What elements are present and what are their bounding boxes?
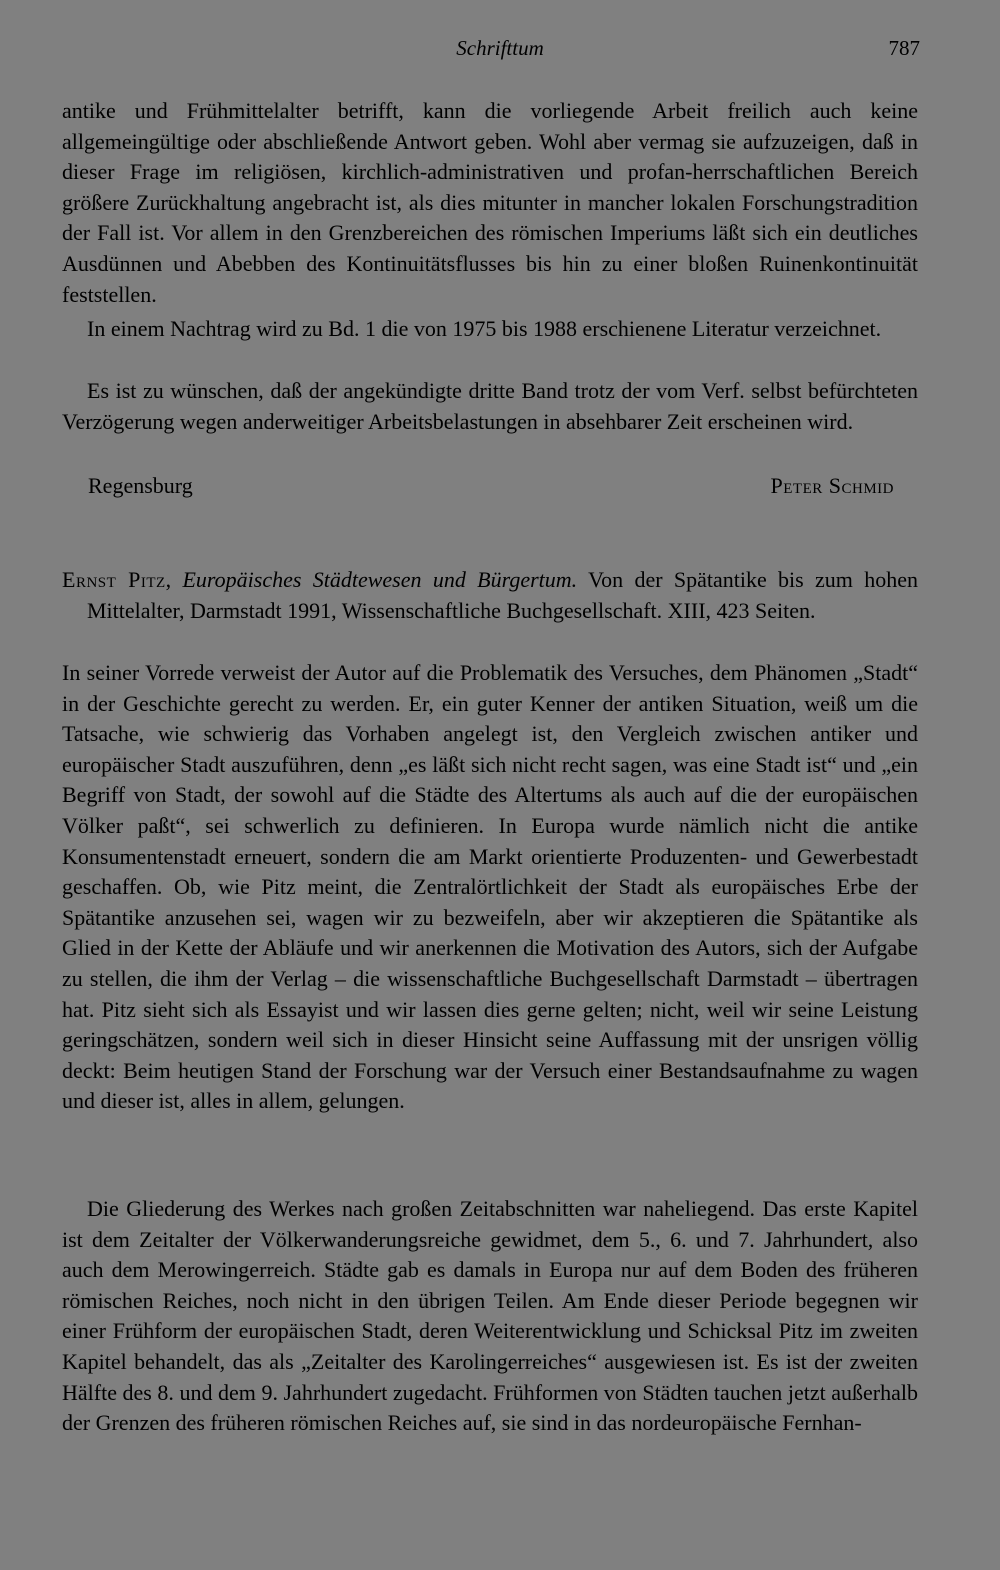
review-place: Regensburg xyxy=(88,473,193,498)
review1-paragraph-1: antike und Frühmittelalter betrifft, kann die vorliegende Arbeit freilich auch keine allgemeingültige oder abschließende Antwort geben. Wohl aber vermag sie aufzuzeigen, daß in dieser Frage im religiösen, kirchlich-administrativen und profan-herrschaftlichen Bereich größere Zurückhaltung angebracht ist, als dies mitunter in mancher lokalen Forschungstradition der Fall ist. Vor allem in den Grenzbereichen des römischen Imperiums läßt sich ein deutliches Ausdünnen und Abebben des Kontinuitätsflusses bis hin zu einer bloßen Ruinenkontinuität feststellen. xyxy=(62,98,918,307)
running-title: Schrifttum xyxy=(456,36,544,60)
reviewer-name: Peter Schmid xyxy=(770,473,894,498)
review1-paragraph-3: Es ist zu wünschen, daß der angekündigte dritte Band trotz der vom Verf. selbst befürchteten Verzögerung wegen anderweitiger Arbeitsbelastungen in absehbarer Zeit erscheinen wird. xyxy=(62,378,918,434)
book-title: Europäisches Städtewesen und Bürgertum. xyxy=(182,567,578,592)
book-author: Ernst Pitz xyxy=(62,567,166,592)
review2-paragraph-2: Die Gliederung des Werkes nach großen Zeitabschnitten war naheliegend. Das erste Kapitel ist dem Zeitalter der Völkerwanderungsreiche gewidmet, dem 5., 6. und 7. Jahrhundert, also auch dem Merowingerreich. Städte gab es damals in Europa nur auf dem Boden des früheren römischen Reiches, noch nicht in den übrigen Teilen. Am Ende dieser Periode begegnen wir einer Frühform der europäischen Stadt, deren Weiterentwicklung und Schicksal Pitz im zweiten Kapitel behandelt, das als „Zeitalter des Karolingerreiches“ ausgewiesen ist. Es ist der zweiten Hälfte des 8. und dem 9. Jahrhundert zugedacht. Frühformen von Städten tauchen jetzt außerhalb der Grenzen des früheren römischen Reiches auf, sie sind in das nordeuropäische Fernhan- xyxy=(62,1196,918,1436)
page-header xyxy=(0,36,1000,66)
page-number: 787 xyxy=(888,36,920,60)
review2-paragraph-1: In seiner Vorrede verweist der Autor auf die Problematik des Versuches, dem Phänomen „Stadt“ in der Geschichte gerecht zu werden. Er, ein guter Kenner der antiken Situation, weiß um die Tatsache, wie schwierig das Vorhaben angelegt ist, den Vergleich zwischen antiker und europäischer Stadt auszuführen, denn „es läßt sich nicht recht sagen, was eine Stadt ist“ und „ein Begriff von Stadt, der sowohl auf die Städte des Altertums als auch auf die der europäischen Völker paßt“, sei schwerlich zu definieren. In Europa wurde nämlich nicht die antike Konsumentenstadt erneuert, sondern die am Markt orientierte Produzenten- und Gewerbestadt geschaffen. Ob, wie Pitz meint, die Zentralörtlichkeit der Stadt als europäisches Erbe der Spätantike anzusehen sei, wagen wir zu bezweifeln, aber wir akzeptieren die Spätantike als Glied in der Kette der Abläufe und wir anerkennen die Motivation des Autors, sich der Aufgabe zu stellen, die ihm der Verlag – die wissenschaftliche Buchgesellschaft Darmstadt – übertragen hat. Pitz sieht sich als Essayist und wir lassen dies gerne gelten; nicht, weil wir seine Leistung geringschätzen, sondern weil sich in dieser Hinsicht seine Auffassung mit der unsrigen völlig deckt: Beim heutigen Stand der Forschung war der Versuch einer Bestandsaufnahme zu wagen und dieser ist, alles in allem, gelungen. xyxy=(62,660,918,1114)
review1-paragraph-2: In einem Nachtrag wird zu Bd. 1 die von 1975 bis 1988 erschienene Literatur verzeichnet. xyxy=(87,316,882,341)
book-details: Von der Spätantike bis zum hohen Mittelalter, Darmstadt 1991, Wissenschaftliche Buchgesellschaft. XIII, 423 Seiten. xyxy=(87,567,918,623)
review1-signature xyxy=(88,471,894,502)
review2-bibliographic-entry: Ernst Pitz, Europäisches Städtewesen und Bürgertum. Von der Spätantike bis zum hohen Mittelalter, Darmstadt 1991, Wissenschaftliche Buchgesellschaft. XIII, 423 Seiten. xyxy=(62,567,918,623)
